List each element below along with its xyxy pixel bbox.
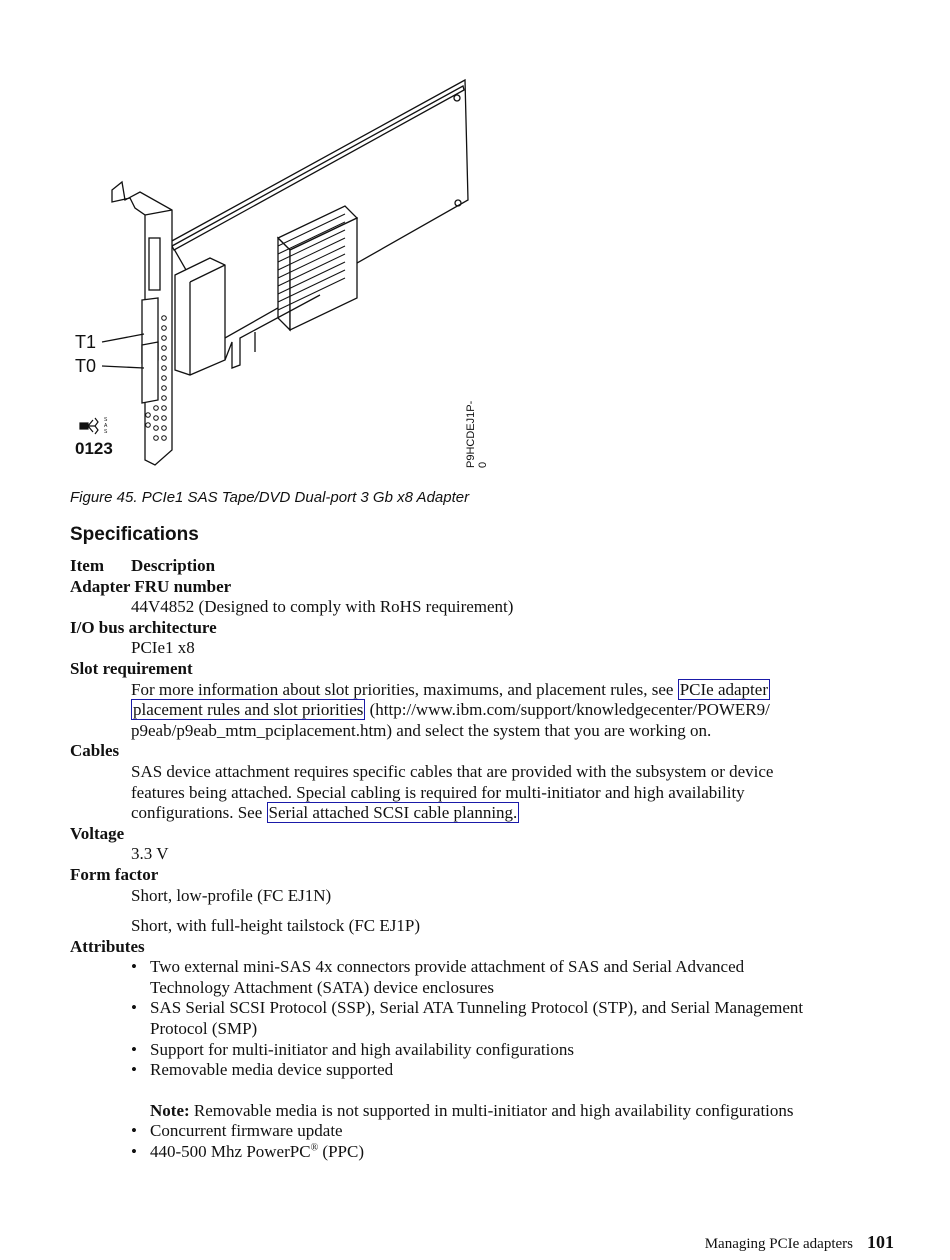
table-header (70, 556, 900, 577)
desc-fru: 44V4852 (Designed to comply with RoHS requirement) (131, 597, 514, 617)
list-item: • Support for multi-initiator and high availability configurations (131, 1039, 574, 1059)
term-voltage: Voltage (70, 823, 125, 843)
term-form-factor: Form factor (70, 864, 159, 884)
list-item: • Concurrent firmware update (131, 1121, 343, 1141)
header-item: Item (70, 556, 104, 575)
desc-form-factor-2: Short, with full-height tailstock (FC EJ1P) (131, 916, 420, 936)
sas-symbol-text: SAS (104, 417, 108, 435)
list-item: • 440-500 Mhz PowerPC® (PPC) (131, 1142, 364, 1162)
slot-text: For more information about slot priorities, maximums, and placement rules, see (131, 679, 678, 699)
list-item: • Two external mini-SAS 4x connectors provide attachment of SAS and Serial Advanced Technology Attachment (SATA) device enclosures (131, 957, 745, 997)
section-heading: Specifications (70, 524, 199, 545)
link-period: . (513, 803, 518, 823)
page-footer (705, 1232, 894, 1253)
note-text: Removable media is not supported in multi-initiator and high availability configurations (189, 1100, 794, 1120)
term-slot: Slot requirement (70, 658, 193, 678)
term-fru: Adapter FRU number (70, 576, 232, 596)
port-label-t0: T0 (75, 356, 97, 376)
term-attributes: Attributes (70, 936, 145, 956)
slot-url-text: (http://www.ibm.com/support/knowledgecenter/POWER9/ (365, 700, 770, 720)
header-description: Description (131, 556, 216, 575)
slot-url-text-cont: p9eab/p9eab_mtm_pciplacement.htm) and select the system that you are working on. (131, 720, 712, 740)
figure-code: 0123 (75, 439, 113, 458)
cables-line-1: SAS device attachment requires specific cables that are provided with the subsystem or device (131, 761, 774, 781)
sas-cable-planning-link-text[interactable]: Serial attached SCSI cable planning (268, 803, 514, 823)
sas-cable-planning-link[interactable] (267, 802, 520, 823)
figure-caption: Figure 45. PCIe1 SAS Tape/DVD Dual-port 3 Gb x8 Adapter (70, 489, 470, 506)
list-item: • Removable media device supported Note: Removable media is not supported in multi-initiator and high availability configurations (131, 1060, 900, 1121)
note-label: Note: (150, 1100, 190, 1120)
port-label-t1: T1 (75, 332, 97, 352)
cables-line-2: features being attached. Special cabling is required for multi-initiator and high availability (131, 782, 745, 802)
list-item: • SAS Serial SCSI Protocol (SSP), Serial ATA Tunneling Protocol (STP), and Serial Management Protocol (SMP) (131, 998, 804, 1039)
specifications-list (70, 556, 900, 1163)
cables-line-3: configurations. See (131, 803, 267, 823)
footer-title: Managing PCIe adapters (704, 1236, 853, 1252)
adapter-figure (60, 70, 500, 480)
sas-symbol-icon (80, 418, 98, 434)
desc-slot (131, 680, 900, 742)
desc-bus: PCIe1 x8 (131, 638, 195, 658)
pcie-adapter-illustration (60, 70, 500, 480)
registered-mark: ® (310, 1142, 319, 1154)
term-bus: I/O bus architecture (70, 617, 217, 637)
placement-rules-link-cont[interactable]: placement rules and slot priorities (133, 700, 364, 720)
desc-cables (131, 762, 900, 824)
page-number: 101 (867, 1232, 894, 1252)
note (150, 1101, 900, 1122)
attributes-list (131, 957, 900, 1162)
placement-rules-link[interactable]: PCIe adapter (679, 679, 768, 699)
figure-id: P9HCDEJ1P-0 (465, 400, 489, 468)
desc-form-factor-1: Short, low-profile (FC EJ1N) (131, 885, 332, 905)
desc-voltage: 3.3 V (131, 844, 169, 864)
term-cables: Cables (70, 741, 120, 761)
